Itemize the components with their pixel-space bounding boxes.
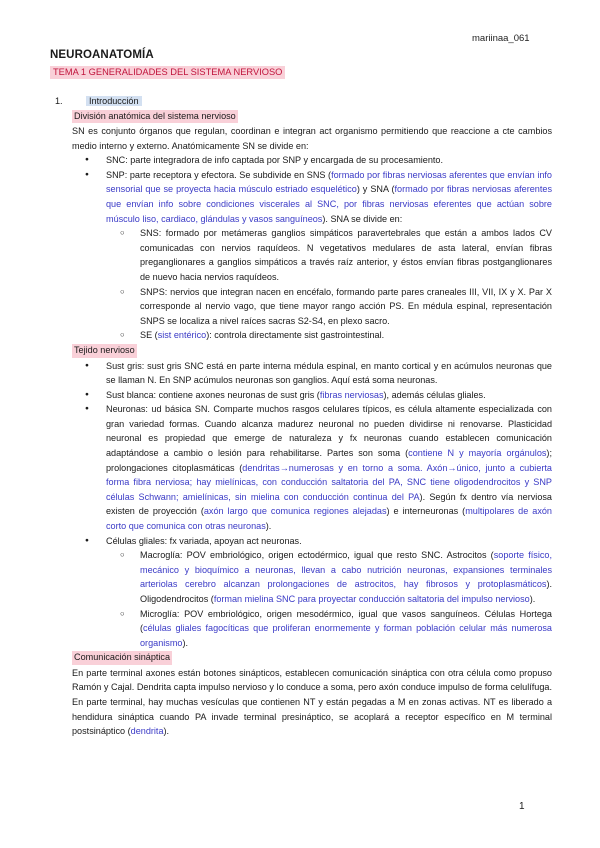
division-list [72, 153, 552, 343]
section-label: Introducción [86, 96, 142, 106]
list-item-gris: ● Sust gris: sust gris SNC está en parte interna médula espinal, en manto cortical y en acúmulos neuronas que se llaman N. En SNP acúmulos neuronas son ganglios. Aquí está soma neuronas. [106, 359, 552, 388]
sinapsis-paragraph: En parte terminal axones están botones sinápticos, establecen comunicación sináptica con otra célula como propuso Ramón y Cajal. Dendrita capta impulso nervioso y lo conduce a soma, pero axón conduce impulso de forma celulífuga. En parte terminal, hay muchas vesículas que contienen NT y están pegadas a M en zonas activas. NT es liberado a hendidura sináptica cuando PA invade terminal presináptico, se acoplará a receptor específico en M terminal postsináptico (dendrita). [72, 667, 552, 737]
author-handle: mariinaa_061 [472, 33, 530, 44]
subheading-division: División anatómica del sistema nervioso [72, 110, 238, 124]
document-title: NEUROANATOMÍA [50, 49, 154, 61]
tejido-list [72, 359, 552, 651]
page-number: 1 [519, 801, 525, 812]
document-subtitle: TEMA 1 GENERALIDADES DEL SISTEMA NERVIOSO [50, 66, 285, 79]
sna-sublist [106, 226, 552, 343]
list-item-blanca: ● Sust blanca: contiene axones neuronas de sust gris (fibras nerviosas), además células gliales. [106, 388, 552, 403]
list-item-snp: ● SNP: parte receptora y efectora. Se subdivide en SNS (formado por fibras nerviosas aferentes que envían info sensorial que se proyecta hacia músculo estriado esquelético) y SNA (formado por fibras nerviosas aferentes que envían info sobre condiciones viscerales al SNC, por fibras nerviosas eferentes que actúan sobre músculo liso, cardiaco, glándulas y vasos sanguíneos). SNA se divide en: ○ SNS: formado por metámeras ganglios simpáticos paravertebrales que están a ambos lados CV comunicadas con nervios raquídeos. N vegetativos medulares de asta lateral, envían fibras preganglionares a ganglios simpáticos a través raíz anterior, y éstos envían fibras postganglionares de nuevo hacia nervios raquídeos. ○ SNPS: nervios que integran nacen en encéfalo, formando parte pares craneales III, VII, IX y X. Par X corresponde al nervio vago, que tiene mayor rango acción PS. En médula espinal, representación SNPS se localiza a nivel raíces sacras S2-S4, en plexo sacro. ○ SE (sist entérico): controla directamente sist gastrointestinal. [106, 168, 552, 343]
list-item-glia: ● Células gliales: fx variada, apoyan act neuronas. ○ Macroglía: POV embriológico, origen ectodérmico, igual que resto SNC. Astrocitos (soporte físico, mecánico y bioquímico a neuronas, llevan a cabo nutrición neuronas, expansiones terminales arteriolas cerebro alcanzan prolongaciones de astrocitos, hay fibrosos y protoplasmáticos). Oligodendrocitos (forman mielina SNC para proyectar conducción saltatoria del impulso nervioso). ○ Microglía: POV embriológico, origen mesodérmico, igual que vasos sanguíneos. Células Hortega (células gliales fagocíticas que proliferan enormemente y forman población celular más numerosa organismo). [106, 534, 552, 651]
document-body [55, 94, 552, 739]
list-item-snps: ○ SNPS: nervios que integran nacen en encéfalo, formando parte pares craneales III, VII, IX y X. Par X corresponde al nervio vago, que tiene mayor rango acción PS. En médula espinal, representación SNPS se localiza a nivel raíces sacras S2-S4, en plexo sacro. [140, 285, 552, 329]
list-item-sns: ○ SNS: formado por metámeras ganglios simpáticos paravertebrales que están a ambos lados CV comunicadas con nervios raquídeos. N vegetativos medulares de asta lateral, envían fibras preganglionares a ganglios simpáticos a través raíz anterior, y éstos envían fibras postganglionares de nuevo hacia nervios raquídeos. [140, 226, 552, 284]
list-item-snc: ● SNC: parte integradora de info captada por SNP y encargada de su procesamiento. [106, 153, 552, 168]
subheading-sinapsis: Comunicación sináptica [72, 651, 172, 665]
list-item-se: ○ SE (sist entérico): controla directamente sist gastrointestinal. [140, 328, 552, 343]
section-number: 1. [55, 96, 63, 106]
section-heading [55, 94, 552, 109]
list-item-microglia: ○ Microglía: POV embriológico, origen mesodérmico, igual que vasos sanguíneos. Células Hortega (células gliales fagocíticas que proliferan enormemente y forman población celular más numerosa organismo). [140, 607, 552, 651]
intro-paragraph: SN es conjunto órganos que regulan, coordinan e integran act organismo permitiendo que reaccione a cte cambios medio interno y externo. Anatómicamente SN se divide en: [72, 126, 552, 151]
subheading-tejido: Tejido nervioso [72, 344, 137, 358]
glia-sublist [106, 548, 552, 650]
list-item-macroglia: ○ Macroglía: POV embriológico, origen ectodérmico, igual que resto SNC. Astrocitos (soporte físico, mecánico y bioquímico a neuronas, llevan a cabo nutrición neuronas, expansiones terminales arteriolas cerebro alcanzan prolongaciones de astrocitos, hay fibrosos y protoplasmáticos). Oligodendrocitos (forman mielina SNC para proyectar conducción saltatoria del impulso nervioso). [140, 548, 552, 606]
section-body [72, 109, 552, 739]
list-item-neuronas: ● Neuronas: ud básica SN. Comparte muchos rasgos celulares típicos, es célula altamente especializada con gran variedad formas. Cuando alcanza madurez neuronal no pueden dividirse ni renovarse. Plasticidad neuronal es propiedad que emerge de naturaleza y fx neuronas cuando establecen comunicación adaptándose a cambio o lesión para rehabilitarse. Partes son soma (contiene N y mayoría orgánulos); prolongaciones citoplasmáticas (dendritas→numerosas y en torno a soma. Axón→único, junto a cubierta forma fibra nerviosa; hay mielínicas, con conducción saltatoria del PA, SNC tiene oligodendrocitos y SNP células Schwann; amielínicas, sin mielina con conducción continua del PA). Según fx dentro vía nerviosa existen de proyección (axón largo que comunica regiones alejadas) e interneuronas (multipolares de axón corto que comunica con otras neuronas). [106, 402, 552, 533]
